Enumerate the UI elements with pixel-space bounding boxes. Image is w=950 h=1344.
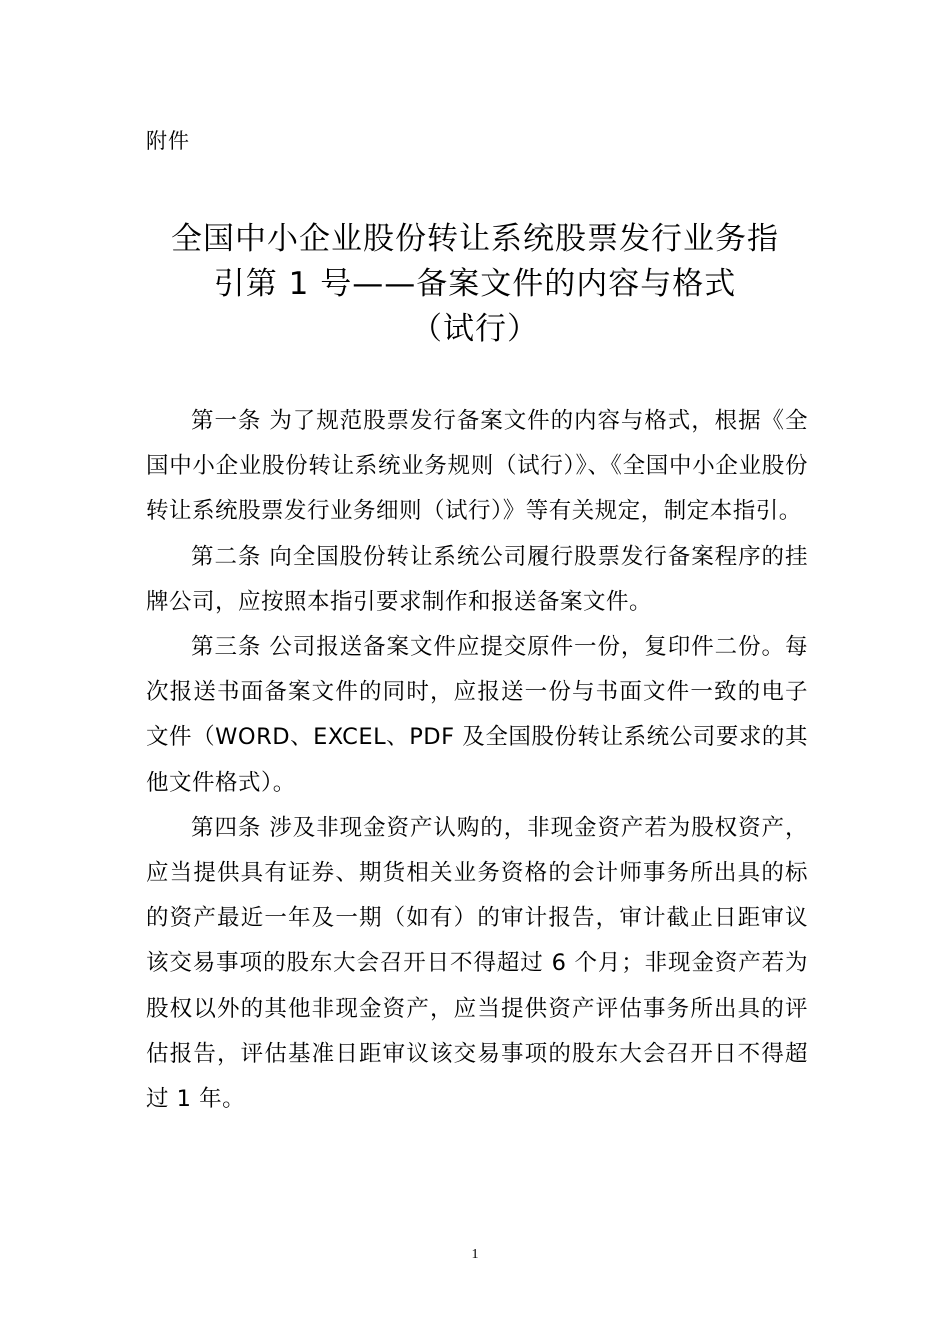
article-2-label: 第二条	[191, 543, 262, 570]
article-3-text: 公司报送备案文件应提交原件一份，复印件二份。每次报送书面备案文件的同时，应报送一份与书面文件一致的电子文件（WORD、EXCEL、PDF 及全国股份转让系统公司要求的其他文件格式）。	[146, 634, 808, 796]
title-line-1: 全国中小企业股份转让系统股票发行业务指	[171, 221, 779, 257]
article-4	[146, 806, 808, 1122]
title-line-2: 引第 1 号——备案文件的内容与格式	[213, 266, 737, 302]
article-2	[146, 535, 808, 625]
article-4-text: 涉及非现金资产认购的，非现金资产若为股权资产，应当提供具有证券、期货相关业务资格的会计师事务所出具的标的资产最近一年及一期（如有）的审计报告，审计截止日距审议该交易事项的股东大会召开日不得超过 6 个月；非现金资产若为股权以外的其他非现金资产，应当提供资产评估事务所出具的评估报告，评估基准日距审议该交易事项的股东大会召开日不得超过 1 年。	[146, 814, 808, 1113]
attachment-label: 附件	[146, 129, 190, 153]
article-3	[146, 625, 808, 806]
document-body	[146, 399, 808, 1122]
article-4-label: 第四条	[191, 814, 262, 841]
article-1-text: 为了规范股票发行备案文件的内容与格式，根据《全国中小企业股份转让系统业务规则（试行）》、《全国中小企业股份转让系统股票发行业务细则（试行）》等有关规定，制定本指引。	[146, 408, 808, 525]
article-1-label: 第一条	[191, 408, 262, 434]
article-3-label: 第三条	[191, 634, 262, 661]
article-2-text: 向全国股份转让系统公司履行股票发行备案程序的挂牌公司，应按照本指引要求制作和报送备案文件。	[146, 543, 808, 615]
page-number: 1	[471, 1247, 479, 1262]
title-line-3: （试行）	[411, 311, 539, 347]
article-1	[146, 399, 808, 535]
document-title	[150, 217, 800, 352]
